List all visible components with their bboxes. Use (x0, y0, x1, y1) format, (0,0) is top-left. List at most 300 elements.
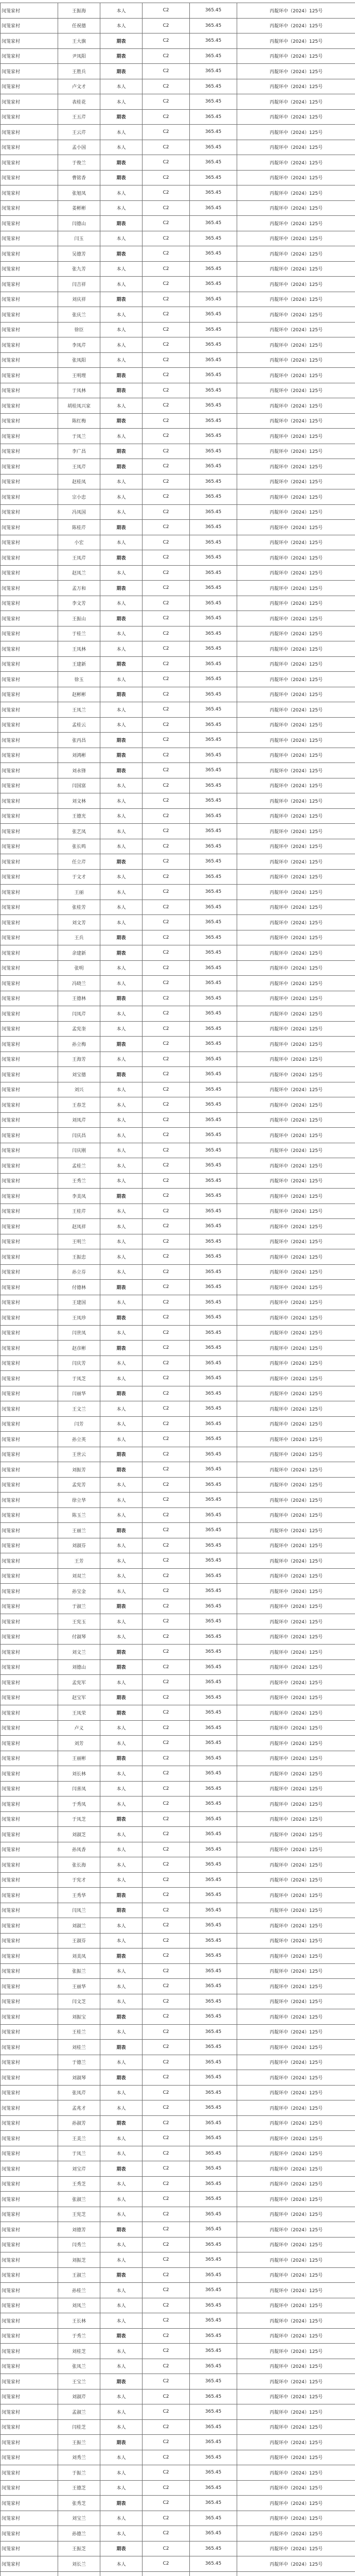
cell-relation: 本人 (100, 1736, 143, 1751)
cell-name: 曹铭香 (58, 170, 100, 185)
table-row (1, 2055, 355, 2070)
cell-amount: 365.45 (190, 1401, 237, 1417)
cell-amount: 365.45 (190, 2115, 237, 2131)
cell-relation: 本人 (100, 1006, 143, 1022)
cell-name: 李文芳 (58, 596, 100, 611)
cell-document-ref: 丙靛环中（2024）125号 (237, 1918, 355, 1934)
cell-relation: 期表 (100, 1310, 143, 1326)
cell-category: C2 (143, 1462, 190, 1478)
cell-category: C2 (143, 733, 190, 748)
cell-name: 王德光 (58, 808, 100, 824)
cell-village: 闵笼家村 (1, 504, 58, 520)
cell-relation: 本人 (100, 2480, 143, 2496)
cell-relation: 期表 (100, 930, 143, 945)
cell-amount: 365.45 (190, 2070, 237, 2086)
cell-category: C2 (143, 915, 190, 930)
table-row (1, 398, 355, 414)
cell-amount: 365.45 (190, 702, 237, 718)
cell-name: 孟万和 (58, 581, 100, 596)
cell-village: 闵笼家村 (1, 2389, 58, 2404)
cell-document-ref: 丙靛环中（2024）125号 (237, 109, 355, 125)
cell-relation: 本人 (100, 18, 143, 33)
cell-document-ref: 丙靛环中（2024）125号 (237, 717, 355, 733)
cell-amount: 365.45 (190, 748, 237, 763)
cell-relation: 期表 (100, 2541, 143, 2556)
cell-document-ref: 丙靛环中（2024）125号 (237, 1675, 355, 1690)
cell-relation: 本人 (100, 1401, 143, 1417)
cell-village: 闵笼家村 (1, 1477, 58, 1493)
cell-relation: 本人 (100, 2085, 143, 2100)
cell-category: C2 (143, 2313, 190, 2329)
cell-relation: 本人 (100, 2146, 143, 2161)
cell-amount: 365.45 (190, 79, 237, 94)
cell-village: 闵笼家村 (1, 246, 58, 262)
cell-document-ref: 丙靛环中（2024）125号 (237, 292, 355, 307)
cell-relation: 本人 (100, 1371, 143, 1386)
table-row (1, 2541, 355, 2556)
cell-category: C2 (143, 1447, 190, 1462)
cell-amount: 365.45 (190, 2267, 237, 2283)
cell-name: 闫玉 (58, 231, 100, 246)
cell-amount: 365.45 (190, 793, 237, 809)
cell-relation: 本人 (100, 1507, 143, 1523)
cell-amount: 365.45 (190, 64, 237, 79)
cell-relation: 期表 (100, 1462, 143, 1478)
cell-name: 刘长林 (58, 1766, 100, 1782)
cell-amount: 365.45 (190, 231, 237, 246)
cell-relation: 本人 (100, 489, 143, 505)
cell-village: 闵笼家村 (1, 1766, 58, 1782)
table-row (1, 33, 355, 49)
cell-amount: 365.45 (190, 1477, 237, 1493)
table-row (1, 976, 355, 991)
cell-village: 闵笼家村 (1, 930, 58, 945)
cell-name: 小宏 (58, 535, 100, 550)
table-row (1, 1872, 355, 1888)
cell-document-ref: 丙靛环中（2024）125号 (237, 1310, 355, 1326)
cell-relation: 期表 (100, 520, 143, 535)
cell-name: 王五芹 (58, 109, 100, 125)
table-row (1, 565, 355, 581)
cell-name: 赵宝军 (58, 1690, 100, 1705)
table-row (1, 778, 355, 793)
cell-relation: 本人 (100, 565, 143, 581)
cell-relation: 期表 (100, 1386, 143, 1401)
cell-name: 刘兴 (58, 1082, 100, 1097)
cell-document-ref: 丙靛环中（2024）125号 (237, 1371, 355, 1386)
table-row (1, 2131, 355, 2146)
cell-name: 王凤荣 (58, 1705, 100, 1721)
cell-name: 刘宝德 (58, 1067, 100, 1082)
cell-amount: 365.45 (190, 2541, 237, 2556)
cell-name: 刘淑琴 (58, 2070, 100, 2086)
cell-document-ref: 丙靛环中（2024）125号 (237, 2374, 355, 2389)
table-row (1, 1447, 355, 1462)
cell-document-ref: 丙靛环中（2024）125号 (237, 2526, 355, 2541)
cell-village: 闵笼家村 (1, 398, 58, 414)
table-row (1, 626, 355, 641)
cell-document-ref: 丙靛环中（2024）125号 (237, 2146, 355, 2161)
cell-relation: 本人 (100, 1720, 143, 1736)
cell-name: 徐立华 (58, 1493, 100, 1508)
cell-document-ref: 丙靛环中（2024）125号 (237, 2465, 355, 2481)
cell-document-ref: 丙靛环中（2024）125号 (237, 763, 355, 778)
cell-category: C2 (143, 1310, 190, 1326)
cell-category: C2 (143, 793, 190, 809)
table-row (1, 1173, 355, 1189)
table-row (1, 18, 355, 33)
cell-document-ref: 丙靛环中（2024）125号 (237, 2404, 355, 2420)
table-row (1, 2328, 355, 2344)
table-row (1, 900, 355, 915)
cell-amount: 365.45 (190, 1249, 237, 1265)
cell-village: 闵笼家村 (1, 945, 58, 961)
cell-amount: 365.45 (190, 261, 237, 277)
table-row (1, 109, 355, 125)
table-row (1, 1994, 355, 2009)
cell-village: 闵笼家村 (1, 885, 58, 900)
cell-village: 闵笼家村 (1, 2313, 58, 2329)
cell-amount: 365.45 (190, 398, 237, 414)
cell-name: 赵彬彬 (58, 687, 100, 702)
cell-village: 闵笼家村 (1, 1219, 58, 1234)
cell-category: C2 (143, 2040, 190, 2055)
cell-name: 陈红梅 (58, 413, 100, 429)
cell-name: 王桂兰 (58, 2024, 100, 2040)
cell-document-ref: 丙靛环中（2024）125号 (237, 33, 355, 49)
cell-amount: 365.45 (190, 1280, 237, 1295)
cell-document-ref: 丙靛环中（2024）125号 (237, 231, 355, 246)
cell-amount: 365.45 (190, 1158, 237, 1174)
cell-village: 闵笼家村 (1, 2480, 58, 2496)
cell-document-ref: 丙靛环中（2024）125号 (237, 277, 355, 292)
cell-amount: 365.45 (190, 1629, 237, 1645)
table-row (1, 2298, 355, 2313)
cell-village: 闵笼家村 (1, 2040, 58, 2055)
cell-village: 闵笼家村 (1, 1584, 58, 1599)
cell-document-ref: 丙靛环中（2024）125号 (237, 1189, 355, 1204)
cell-amount: 365.45 (190, 1948, 237, 1964)
table-row (1, 991, 355, 1006)
cell-name: 闫秀兰 (58, 2237, 100, 2252)
table-row (1, 1842, 355, 1857)
cell-amount: 365.45 (190, 413, 237, 429)
cell-village: 闵笼家村 (1, 611, 58, 626)
cell-category: C2 (143, 1493, 190, 1508)
cell-village: 闵笼家村 (1, 717, 58, 733)
cell-category: C2 (143, 1963, 190, 1979)
table-row (1, 489, 355, 505)
cell-document-ref: 丙靛环中（2024）125号 (237, 1219, 355, 1234)
cell-amount: 365.45 (190, 504, 237, 520)
cell-village: 闵笼家村 (1, 2161, 58, 2177)
cell-village: 闵笼家村 (1, 2298, 58, 2313)
table-row (1, 869, 355, 885)
cell-amount: 365.45 (190, 1112, 237, 1128)
cell-document-ref: 丙靛环中（2024）125号 (237, 1432, 355, 1447)
table-row (1, 748, 355, 763)
cell-name: 刘美凤 (58, 1948, 100, 1964)
cell-category: C2 (143, 459, 190, 474)
cell-relation: 本人 (100, 1614, 143, 1630)
table-row (1, 687, 355, 702)
cell-name: 赵彦彬 (58, 1341, 100, 1356)
cell-name: 张庆兰 (58, 307, 100, 323)
table-row (1, 429, 355, 444)
cell-relation: 期表 (100, 854, 143, 870)
cell-document-ref: 丙靛环中（2024）125号 (237, 1994, 355, 2009)
cell-name: 张明 (58, 960, 100, 976)
cell-document-ref: 丙靛环中（2024）125号 (237, 656, 355, 672)
cell-name: 王文兰 (58, 1401, 100, 1417)
cell-category: C2 (143, 1234, 190, 1249)
cell-relation: 本人 (100, 1493, 143, 1508)
table-row (1, 915, 355, 930)
cell-category: C2 (143, 94, 190, 110)
cell-relation: 期表 (100, 1645, 143, 1660)
cell-village: 闵笼家村 (1, 352, 58, 368)
cell-village: 闵笼家村 (1, 1052, 58, 1067)
cell-amount: 365.45 (190, 2131, 237, 2146)
cell-relation: 本人 (100, 626, 143, 641)
cell-amount: 365.45 (190, 1341, 237, 1356)
cell-name: 尹凤阳 (58, 48, 100, 64)
cell-village: 闵笼家村 (1, 109, 58, 125)
cell-category: C2 (143, 1933, 190, 1948)
cell-relation: 本人 (100, 398, 143, 414)
cell-document-ref: 丙靛环中（2024）125号 (237, 1173, 355, 1189)
cell-village: 闵笼家村 (1, 1736, 58, 1751)
cell-village: 闵笼家村 (1, 2100, 58, 2116)
cell-amount: 365.45 (190, 2146, 237, 2161)
table-row (1, 1766, 355, 1782)
cell-name: 任立芹 (58, 854, 100, 870)
table-row (1, 641, 355, 657)
cell-document-ref: 丙靛环中（2024）125号 (237, 2252, 355, 2268)
cell-category: C2 (143, 1128, 190, 1143)
cell-category: C2 (143, 2404, 190, 2420)
cell-document-ref: 丙靛环中（2024）125号 (237, 1903, 355, 1918)
cell-relation: 期表 (100, 1067, 143, 1082)
cell-name: 于淑兰 (58, 1599, 100, 1614)
cell-amount: 365.45 (190, 1797, 237, 1812)
cell-village: 闵笼家村 (1, 2556, 58, 2572)
cell-name: 胡桂凤兴家 (58, 398, 100, 414)
cell-village: 闵笼家村 (1, 1082, 58, 1097)
cell-category: C2 (143, 1173, 190, 1189)
cell-amount: 365.45 (190, 2298, 237, 2313)
cell-name: 王胜兵 (58, 64, 100, 79)
cell-category: C2 (143, 2207, 190, 2222)
cell-amount: 365.45 (190, 778, 237, 793)
cell-category: C2 (143, 2070, 190, 2086)
cell-document-ref: 丙靛环中（2024）125号 (237, 413, 355, 429)
table-row (1, 1295, 355, 1310)
cell-amount: 365.45 (190, 2009, 237, 2025)
table-row (1, 1720, 355, 1736)
cell-document-ref: 丙靛环中（2024）125号 (237, 383, 355, 398)
cell-document-ref: 丙靛环中（2024）125号 (237, 1462, 355, 1478)
cell-relation: 本人 (100, 1143, 143, 1158)
cell-village: 闵笼家村 (1, 459, 58, 474)
cell-relation: 本人 (100, 2556, 143, 2572)
cell-name: 王宪玉 (58, 1614, 100, 1630)
table-row (1, 292, 355, 307)
cell-amount: 365.45 (190, 1507, 237, 1523)
cell-relation: 本人 (100, 2192, 143, 2207)
table-row (1, 1568, 355, 1584)
cell-relation: 本人 (100, 915, 143, 930)
cell-village: 闵笼家村 (1, 1432, 58, 1447)
cell-relation: 本人 (100, 2131, 143, 2146)
cell-relation: 本人 (100, 2526, 143, 2541)
cell-category: C2 (143, 2541, 190, 2556)
cell-category: C2 (143, 824, 190, 839)
cell-name: 王振海 (58, 3, 100, 19)
cell-village: 闵笼家村 (1, 307, 58, 323)
table-row (1, 1751, 355, 1766)
table-row (1, 64, 355, 79)
cell-name: 王凤珍 (58, 1310, 100, 1326)
cell-name: 闫吉祥 (58, 277, 100, 292)
cell-village (1, 2571, 58, 2576)
cell-category: C2 (143, 930, 190, 945)
cell-name: 孟宪奎 (58, 1021, 100, 1037)
table-row (1, 1189, 355, 1204)
cell-name: 刘双兰 (58, 1568, 100, 1584)
cell-name: 孟桂云 (58, 717, 100, 733)
cell-relation: 期表 (100, 2115, 143, 2131)
cell-amount: 365.45 (190, 216, 237, 231)
cell-category: C2 (143, 1052, 190, 1067)
cell-category: C2 (143, 2252, 190, 2268)
cell-amount: 365.45 (190, 900, 237, 915)
cell-name: 于凤兰 (58, 429, 100, 444)
cell-village: 闵笼家村 (1, 292, 58, 307)
cell-amount: 365.45 (190, 1766, 237, 1782)
cell-amount: 365.45 (190, 2389, 237, 2404)
cell-category: C2 (143, 2419, 190, 2435)
cell-document-ref: 丙靛环中（2024）125号 (237, 626, 355, 641)
cell-name: 王长林 (58, 2313, 100, 2329)
cell-village: 闵笼家村 (1, 79, 58, 94)
cell-village: 闵笼家村 (1, 2283, 58, 2298)
cell-village: 闵笼家村 (1, 596, 58, 611)
cell-document-ref: 丙靛环中（2024）125号 (237, 1295, 355, 1310)
cell-document-ref: 丙靛环中（2024）125号 (237, 1568, 355, 1584)
cell-village: 闵笼家村 (1, 200, 58, 216)
cell-document-ref: 丙靛环中（2024）125号 (237, 885, 355, 900)
cell-village: 闵笼家村 (1, 1462, 58, 1478)
cell-village: 闵笼家村 (1, 1173, 58, 1189)
table-row (1, 1097, 355, 1113)
table-row (1, 1067, 355, 1082)
cell-category: C2 (143, 2085, 190, 2100)
cell-village: 闵笼家村 (1, 535, 58, 550)
cell-document-ref: 丙靛环中（2024）125号 (237, 2359, 355, 2374)
cell-relation: 本人 (100, 702, 143, 718)
cell-relation: 本人 (100, 2404, 143, 2420)
table-row (1, 1493, 355, 1508)
cell-relation: 本人 (100, 1477, 143, 1493)
cell-village: 闵笼家村 (1, 1341, 58, 1356)
cell-amount: 365.45 (190, 1219, 237, 1234)
cell-document-ref: 丙靛环中（2024）125号 (237, 1811, 355, 1827)
table-row (1, 1705, 355, 1721)
cell-amount: 365.45 (190, 200, 237, 216)
cell-relation: 本人 (100, 140, 143, 155)
cell-name: 徐玉 (58, 672, 100, 687)
cell-village: 闵笼家村 (1, 2541, 58, 2556)
cell-relation: 本人 (100, 307, 143, 323)
cell-name: 孙淑芳 (58, 2115, 100, 2131)
cell-name: 王明兰 (58, 1234, 100, 1249)
cell-amount: 365.45 (190, 2283, 237, 2298)
cell-category: C2 (143, 1204, 190, 1219)
cell-document-ref: 丙靛环中（2024）125号 (237, 1979, 355, 1994)
cell-name: 闫文芝 (58, 1994, 100, 2009)
cell-village: 闵笼家村 (1, 2404, 58, 2420)
cell-relation: 期表 (100, 1189, 143, 1204)
cell-village: 闵笼家村 (1, 1371, 58, 1386)
cell-village: 闵笼家村 (1, 778, 58, 793)
cell-document-ref: 丙靛环中（2024）125号 (237, 307, 355, 323)
cell-category: C2 (143, 2465, 190, 2481)
cell-village: 闵笼家村 (1, 1447, 58, 1462)
cell-document-ref: 丙靛环中（2024）125号 (237, 565, 355, 581)
cell-village: 闵笼家村 (1, 687, 58, 702)
table-row (1, 1948, 355, 1964)
cell-document-ref: 丙靛环中（2024）125号 (237, 459, 355, 474)
cell-document-ref: 丙靛环中（2024）125号 (237, 1888, 355, 1903)
cell-amount: 365.45 (190, 1811, 237, 1827)
cell-amount: 365.45 (190, 1234, 237, 1249)
cell-relation: 期表 (100, 945, 143, 961)
table-row (1, 2040, 355, 2055)
cell-document-ref: 丙靛环中（2024）125号 (237, 1128, 355, 1143)
cell-relation: 期表 (100, 48, 143, 64)
cell-relation: 本人 (100, 429, 143, 444)
table-row (1, 1037, 355, 1052)
cell-amount: 365.45 (190, 1857, 237, 1873)
cell-amount: 365.45 (190, 885, 237, 900)
cell-village: 闵笼家村 (1, 140, 58, 155)
cell-amount: 365.45 (190, 1751, 237, 1766)
table-row (1, 2207, 355, 2222)
table-row (1, 1675, 355, 1690)
cell-village: 闵笼家村 (1, 1933, 58, 1948)
cell-category: C2 (143, 2055, 190, 2070)
table-row (1, 94, 355, 110)
cell-village: 闵笼家村 (1, 1705, 58, 1721)
cell-document-ref: 丙靛环中（2024）125号 (237, 2419, 355, 2435)
cell-document-ref: 丙靛环中（2024）125号 (237, 748, 355, 763)
cell-category: C2 (143, 1736, 190, 1751)
cell-category: C2 (143, 2024, 190, 2040)
cell-category: C2 (143, 1827, 190, 1842)
cell-document-ref: 丙靛环中（2024）125号 (237, 474, 355, 489)
cell-document-ref: 丙靛环中（2024）125号 (237, 930, 355, 945)
cell-name: 王淑芬 (58, 1933, 100, 1948)
cell-document-ref: 丙靛环中（2024）125号 (237, 960, 355, 976)
cell-village: 闵笼家村 (1, 641, 58, 657)
cell-village: 闵笼家村 (1, 261, 58, 277)
cell-category: C2 (143, 2344, 190, 2359)
cell-document-ref: 丙靛环中（2024）125号 (237, 2344, 355, 2359)
cell-name: 张旭凤 (58, 185, 100, 201)
cell-category: C2 (143, 33, 190, 49)
cell-amount: 365.45 (190, 1325, 237, 1341)
